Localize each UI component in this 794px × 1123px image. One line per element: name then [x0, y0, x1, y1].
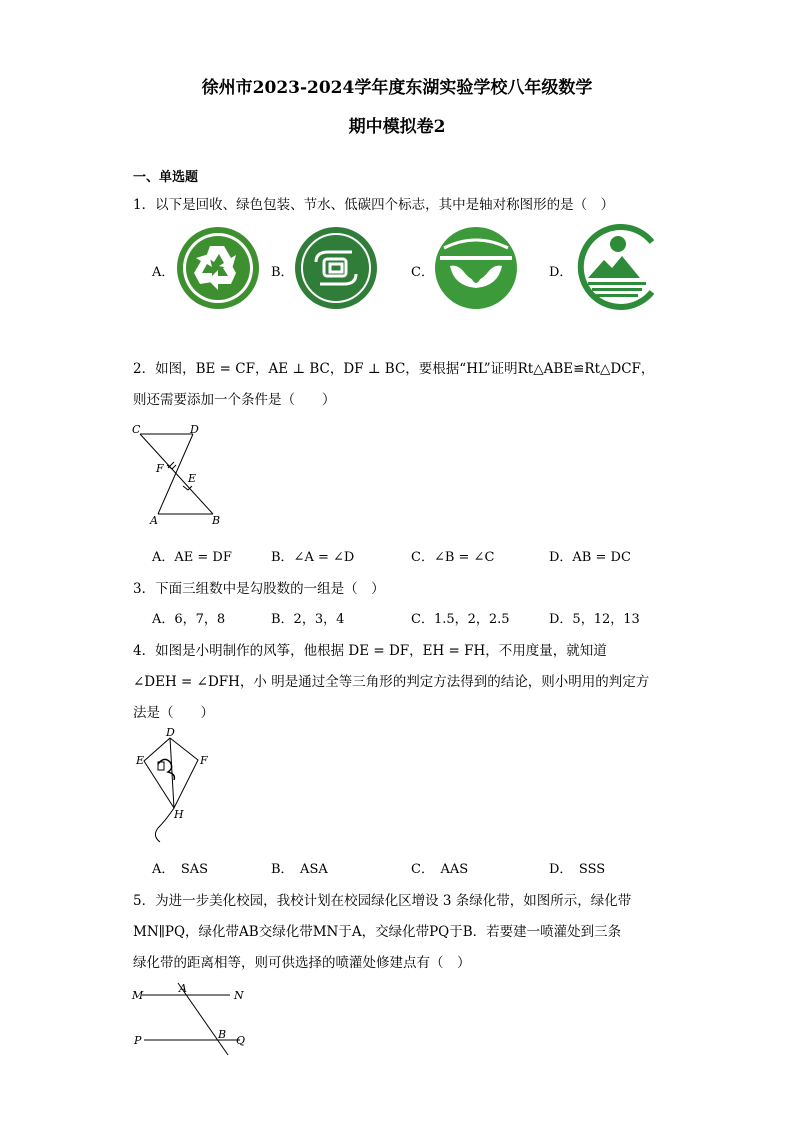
q2-option-d: D．AB = DC	[549, 550, 631, 565]
q5-stem-line-3: 绿化带的距离相等，则可供选择的喷灌处修建点有（ ）	[133, 955, 471, 971]
q2-label-a: A	[150, 514, 158, 527]
q1-stem: 1．以下是回收、绿色包装、节水、低碳四个标志，其中是轴对称图形的是（ ）	[133, 197, 615, 213]
section-heading: 一、单选题	[133, 170, 199, 185]
recycle-logo-icon	[176, 226, 260, 310]
q1-option-d-label: D．	[549, 265, 573, 280]
q4-label-e: E	[136, 754, 145, 767]
title-line-1: 徐州市2023-2024学年度东湖实验学校八年级数学	[201, 78, 593, 98]
water-saving-logo-icon	[434, 226, 518, 310]
q3-option-d: D．5，12，13	[549, 612, 640, 627]
q1-option-b-label: B．	[271, 265, 294, 280]
q1-option-a-label: A．	[152, 265, 175, 280]
q2-label-f: F	[156, 462, 164, 475]
q4-option-b: B． ASA	[271, 862, 328, 877]
q5-label-a: A	[179, 982, 187, 995]
q4-label-d: D	[166, 728, 175, 739]
q3-option-b: B．2，3，4	[271, 612, 345, 627]
q2-label-c: C	[132, 423, 141, 436]
q4-option-d: D． SSS	[549, 862, 606, 877]
q4-stem-line-3: 法是（ ）	[133, 705, 214, 721]
green-package-logo-icon	[294, 226, 378, 310]
q1-option-c-label: C．	[411, 265, 434, 280]
q2-label-d: D	[190, 423, 199, 436]
q5-label-p: P	[134, 1034, 142, 1047]
q5-label-m: M	[132, 989, 144, 1002]
q5-label-b: B	[218, 1028, 227, 1041]
title-line-2: 期中模拟卷2	[348, 117, 446, 137]
q5-stem-line-1: 5．为进一步美化校园，我校计划在校园绿化区增设 3 条绿化带，如图所示，绿化带	[133, 893, 632, 909]
q4-stem-line-1: 4．如图是小明制作的风筝，他根据 DE = DF，EH = FH，不用度量，就知道	[133, 643, 607, 659]
q4-option-c: C． AAS	[411, 862, 469, 877]
low-carbon-logo-icon	[574, 222, 660, 312]
q2-label-e: E	[188, 472, 197, 485]
q5-label-q: Q	[236, 1034, 246, 1047]
q2-figure	[128, 420, 228, 528]
q2-option-b: B．∠A = ∠D	[271, 550, 355, 565]
q4-kite-figure	[130, 728, 220, 846]
q3-stem: 3．下面三组数中是勾股数的一组是（ ）	[133, 581, 385, 597]
q5-label-n: N	[234, 989, 244, 1002]
q2-option-c: C．∠B = ∠C	[411, 550, 495, 565]
q5-figure	[130, 980, 255, 1060]
q2-option-a: A．AE = DF	[152, 550, 232, 565]
q4-label-f: F	[200, 754, 208, 767]
q5-stem-line-2: MN∥PQ，绿化带AB交绿化带MN于A，交绿化带PQ于B．若要建一喷灌处到三条	[133, 924, 622, 940]
q2-stem-line-2: 则还需要添加一个条件是（ ）	[133, 392, 336, 408]
q2-label-b: B	[212, 514, 221, 527]
q2-stem-line-1: 2．如图，BE = CF，AE ⊥ BC，DF ⊥ BC，要根据“HL”证明Rt△ABE≌Rt△DCF，	[133, 361, 655, 377]
q3-option-c: C．1.5，2，2.5	[411, 612, 510, 627]
q3-option-a: A．6，7，8	[152, 612, 226, 627]
q4-option-a: A． SAS	[152, 862, 209, 877]
q4-label-h: H	[174, 808, 184, 821]
q4-stem-line-2: ∠DEH = ∠DFH，小 明是通过全等三角形的判定方法得到的结论，则小明用的判定方	[133, 674, 650, 690]
